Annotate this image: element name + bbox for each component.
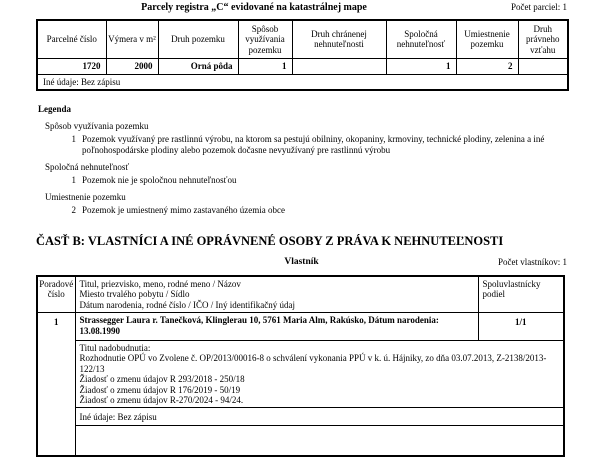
identity-header-line: Miesto trvalého pobytu / Sídlo bbox=[79, 289, 190, 299]
legend-item-text: Pozemok nie je spoločnou nehnuteľnosťou bbox=[82, 174, 237, 185]
legend-item-code: 2 bbox=[71, 204, 76, 215]
col-header-legal-relation: Druh právneho vzťahu bbox=[518, 20, 568, 58]
col-header-land-type: Druh pozemku bbox=[158, 20, 238, 58]
owner-subheader-row bbox=[36, 256, 567, 269]
legend-item bbox=[68, 205, 567, 216]
col-header-area: Výmera v m² bbox=[106, 20, 158, 58]
part-b-heading: ČASŤ B: VLASTNÍCI A INÉ OPRÁVNENÉ OSOBY Z PRÁVA K NEHNUTEĽNOSTI bbox=[36, 233, 504, 248]
col-header-parcel-number: Parcelné číslo bbox=[37, 20, 106, 58]
parcel-other-row bbox=[37, 74, 568, 90]
page-title: Parcely registra „C“ evidované na katastrálnej mape bbox=[141, 2, 367, 13]
land-type-cell: Orná pôda bbox=[158, 58, 238, 74]
legend-group-label: Spôsob využívania pozemku bbox=[45, 120, 149, 131]
legend-item-code: 1 bbox=[71, 133, 76, 144]
owner-name-cell: Strassegger Laura r. Tanečková, Klinglerau 10, 5761 Maria Alm, Rakúsko, Dátum narodenia: 13.08.1990 bbox=[75, 313, 478, 341]
owner-share-cell: 1/1 bbox=[478, 313, 564, 341]
owner-acquisition-row bbox=[37, 341, 564, 408]
owner-count: Počet vlastníkov: 1 bbox=[498, 256, 567, 267]
owner-acquisition-cell bbox=[75, 341, 564, 408]
acquisition-line: Žiadosť o zmenu údajov R 176/2019 - 50/19 bbox=[79, 384, 241, 395]
legend-group-placement bbox=[45, 192, 567, 216]
owner-other-row bbox=[37, 408, 564, 426]
area-cell: 2000 bbox=[106, 58, 158, 74]
identity-header-line: Titul, priezvisko, meno, rodné meno / Názov bbox=[79, 278, 241, 289]
legend-section bbox=[38, 104, 567, 216]
owner-row bbox=[37, 313, 564, 341]
parcel-row bbox=[37, 58, 568, 74]
owners-table bbox=[36, 275, 565, 457]
col-header-identity bbox=[75, 276, 478, 313]
legend-item bbox=[68, 134, 567, 156]
protected-type-cell bbox=[292, 58, 386, 74]
common-property-cell: 1 bbox=[386, 58, 456, 74]
col-header-order: Poradové číslo bbox=[37, 276, 75, 313]
owners-header bbox=[37, 276, 564, 313]
owner-other-note: Iné údaje: Bez zápisu bbox=[75, 408, 564, 426]
col-header-protected: Druh chránenej nehnuteľnosti bbox=[292, 20, 386, 58]
legend-item bbox=[68, 175, 567, 186]
legend-item-code: 1 bbox=[71, 174, 76, 185]
owner-order-cell: 1 bbox=[37, 313, 75, 456]
parcels-header-row bbox=[36, 2, 567, 13]
legend-item-text: Pozemok využívaný pre rastlinnú výrobu, na ktorom sa pestujú obilniny, okopaniny, krmoviny, technické plodiny, zelenina a iné poľnohospodárske plodiny alebo pozemok dočasne nevyužívaný pre rastlinnú výrobu bbox=[82, 133, 545, 155]
parcels-table bbox=[36, 19, 569, 91]
acquisition-line: Rozhodnutie OPÚ vo Zvolene č. OP/2013/00016-8 o schválení vykonania PPÚ v k. ú. Hájniky, zo dňa 03.07.2013, Z-2138/2013-122/13 bbox=[79, 353, 547, 374]
col-header-usage: Spôsob využívania pozemku bbox=[238, 20, 292, 58]
usage-code-cell: 1 bbox=[238, 58, 292, 74]
col-header-common-property: Spoločná nehnuteľnosť bbox=[386, 20, 456, 58]
acquisition-line: Titul nadobudnutia: bbox=[79, 343, 151, 353]
legend-title: Legenda bbox=[38, 103, 72, 114]
parcels-header bbox=[37, 20, 568, 58]
identity-header-line: Dátum narodenia, rodné číslo / IČO / Iný identifikačný údaj bbox=[79, 299, 295, 310]
parcel-other-note: Iné údaje: Bez zápisu bbox=[37, 74, 568, 90]
legend-group-usage bbox=[45, 121, 567, 156]
acquisition-line: Žiadosť o zmenu údajov R-270/2024 - 94/24. bbox=[79, 395, 244, 406]
owner-subtitle: Vlastník bbox=[284, 256, 319, 267]
legend-group-label: Umiestnenie pozemku bbox=[45, 191, 126, 202]
legal-relation-cell bbox=[518, 58, 568, 74]
col-header-share: Spoluvlastnícky podiel bbox=[478, 276, 564, 313]
placement-cell: 2 bbox=[456, 58, 518, 74]
parcel-count: Počet parciel: 1 bbox=[511, 2, 567, 12]
owner-next-cell bbox=[75, 426, 564, 456]
col-header-placement: Umiestnenie pozemku bbox=[456, 20, 518, 58]
legend-group-common-property bbox=[45, 162, 567, 186]
legend-item-text: Pozemok je umiestnený mimo zastavaného územia obce bbox=[82, 204, 285, 215]
owner-next-row bbox=[37, 426, 564, 456]
acquisition-line: Žiadosť o zmenu údajov R 293/2018 - 250/18 bbox=[79, 374, 245, 385]
parcel-number-cell: 1720 bbox=[37, 58, 106, 74]
legend-group-label: Spoločná nehnuteľnosť bbox=[45, 161, 130, 172]
